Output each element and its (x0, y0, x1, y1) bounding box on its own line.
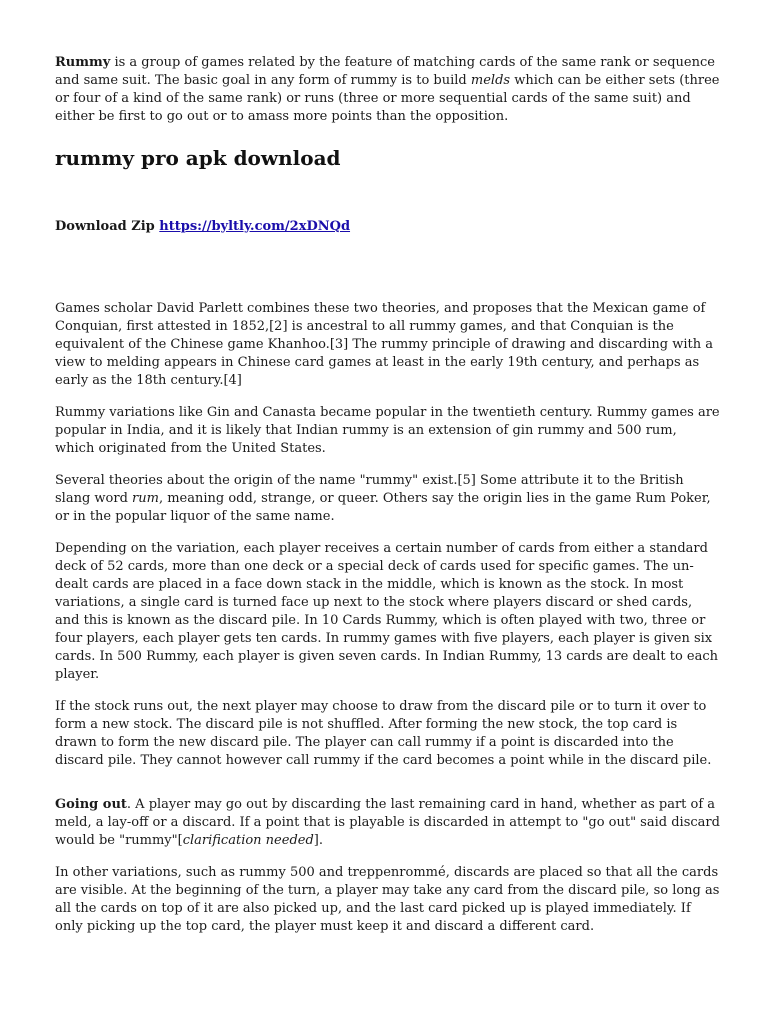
name-origin-text-a: Several theories about the origin of the name "rummy" exist.[5] Some attribute it to the British slang word (55, 473, 684, 506)
paragraph-name-origin (55, 472, 720, 526)
name-origin-rum: rum (132, 491, 159, 506)
paragraph-stock: If the stock runs out, the next player may choose to draw from the discard pile or to turn it over to form a new stock. The discard pile is not shuffled. After forming the new stock, the top card is drawn to form the new discard pile. The player can call rummy if a point is discarded into the discard pile. They cannot however call rummy if the card becomes a point while in the discard pile. (55, 699, 712, 768)
intro-melds: melds (470, 73, 511, 88)
going-out-text: . A player may go out by discarding the last remaining card in hand, whether as part of a meld, a lay-off or a discard. If a point that is playable is discarded in attempt to "go out" said discard would be "rummy"[ (55, 797, 720, 848)
download-link[interactable]: https://byltly.com/2xDNQd (159, 219, 351, 234)
clarification-needed: clarification needed (182, 833, 314, 848)
download-label: Download Zip (55, 219, 155, 234)
intro-paragraph (55, 54, 720, 126)
paragraph-parlett: Games scholar David Parlett combines these two theories, and proposes that the Mexican game of Conquian, first attested in 1852,[2] is ancestral to all rummy games, and that Conquian is the equivalent of the Chinese game Khanhoo.[3] The rummy principle of drawing and discarding with a view to melding appears in Chinese card games at least in the early 19th century, and perhaps as early as the 18th century.[4] (55, 301, 713, 388)
paragraph-going-out (55, 796, 720, 850)
paragraph-other-variations: In other variations, such as rummy 500 and treppenrommé, discards are placed so that all the cards are visible. At the beginning of the turn, a player may take any card from the discard pile, so long as all the cards on top of it are also picked up, and the last card picked up is played immediately. If only picking up the top card, the player must keep it and discard a different card. (55, 865, 720, 934)
name-origin-text-b: , meaning odd, strange, or queer. Others say the origin lies in the game Rum Poker, or in the popular liquor of the same name. (55, 491, 711, 524)
page-title: rummy pro apk download (55, 146, 341, 170)
intro-text-1: is a group of games related by the feature of matching cards of the same rank or sequence and same suit. The basic goal in any form of rummy is to build (55, 55, 715, 88)
going-out-term: Going out (55, 797, 127, 812)
document-page (55, 54, 720, 950)
intro-text-2: which can be either sets (three or four of a kind of the same rank) or runs (three or more sequential cards of the same suit) and either be first to go out or to amass more points than the opposition. (55, 73, 720, 124)
intro-term: Rummy (55, 55, 111, 70)
paragraph-variations: Rummy variations like Gin and Canasta became popular in the twentieth century. Rummy games are popular in India, and it is likely that Indian rummy is an extension of gin rummy and 500 rum, which originated from the United States. (55, 405, 720, 456)
download-line (55, 218, 720, 236)
going-out-end: ]. (313, 833, 323, 848)
paragraph-dealing: Depending on the variation, each player receives a certain number of cards from either a standard deck of 52 cards, more than one deck or a special deck of cards used for specific games. The un-dealt cards are placed in a face down stack in the middle, which is known as the stock. In most variations, a single card is turned face up next to the stock where players discard or shed cards, and this is known as the discard pile. In 10 Cards Rummy, which is often played with two, three or four players, each player gets ten cards. In rummy games with five players, each player is given six cards. In 500 Rummy, each player is given seven cards. In Indian Rummy, 13 cards are dealt to each player. (55, 541, 718, 682)
